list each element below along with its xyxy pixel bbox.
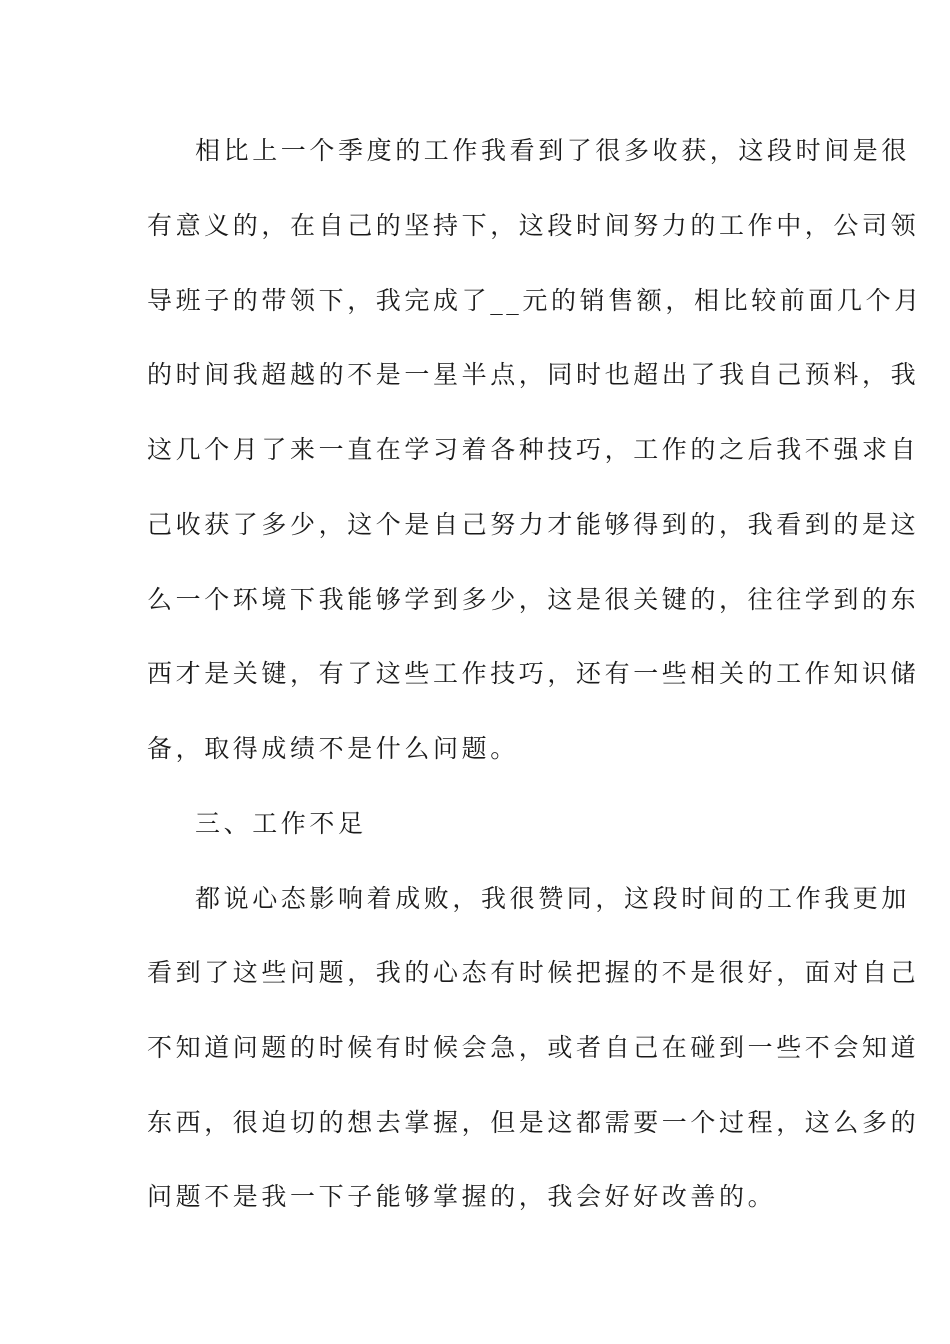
paragraph-1-line-7: 么一个环境下我能够学到多少，这是很关键的，往往学到的东 bbox=[147, 585, 920, 614]
paragraph-1-line-2: 有意义的，在自己的坚持下，这段时间努力的工作中，公司领 bbox=[147, 211, 920, 240]
paragraph-1-line-4: 的时间我超越的不是一星半点，同时也超出了我自己预料，我 bbox=[147, 360, 920, 389]
paragraph-1-line-5: 这几个月了来一直在学习着各种技巧，工作的之后我不强求自 bbox=[147, 435, 920, 464]
paragraph-1-line-9: 备，取得成绩不是什么问题。 bbox=[147, 734, 519, 763]
paragraph-1-line-3: 导班子的带领下，我完成了__元的销售额，相比较前面几个月 bbox=[147, 286, 923, 315]
paragraph-2-line-4: 东西，很迫切的想去掌握，但是这都需要一个过程，这么多的 bbox=[147, 1108, 920, 1137]
section-heading: 三、工作不足 bbox=[195, 809, 367, 838]
paragraph-1-line-8: 西才是关键，有了这些工作技巧，还有一些相关的工作知识储 bbox=[147, 659, 920, 688]
paragraph-1-line-1: 相比上一个季度的工作我看到了很多收获，这段时间是很 bbox=[195, 136, 911, 165]
paragraph-2-line-5: 问题不是我一下子能够掌握的，我会好好改善的。 bbox=[147, 1182, 777, 1211]
paragraph-2-line-3: 不知道问题的时候有时候会急，或者自己在碰到一些不会知道 bbox=[147, 1033, 920, 1062]
paragraph-2-line-1: 都说心态影响着成败，我很赞同，这段时间的工作我更加 bbox=[195, 884, 911, 913]
paragraph-1-line-6: 己收获了多少，这个是自己努力才能够得到的，我看到的是这 bbox=[147, 510, 920, 539]
paragraph-2-line-2: 看到了这些问题，我的心态有时候把握的不是很好，面对自己 bbox=[147, 958, 920, 987]
